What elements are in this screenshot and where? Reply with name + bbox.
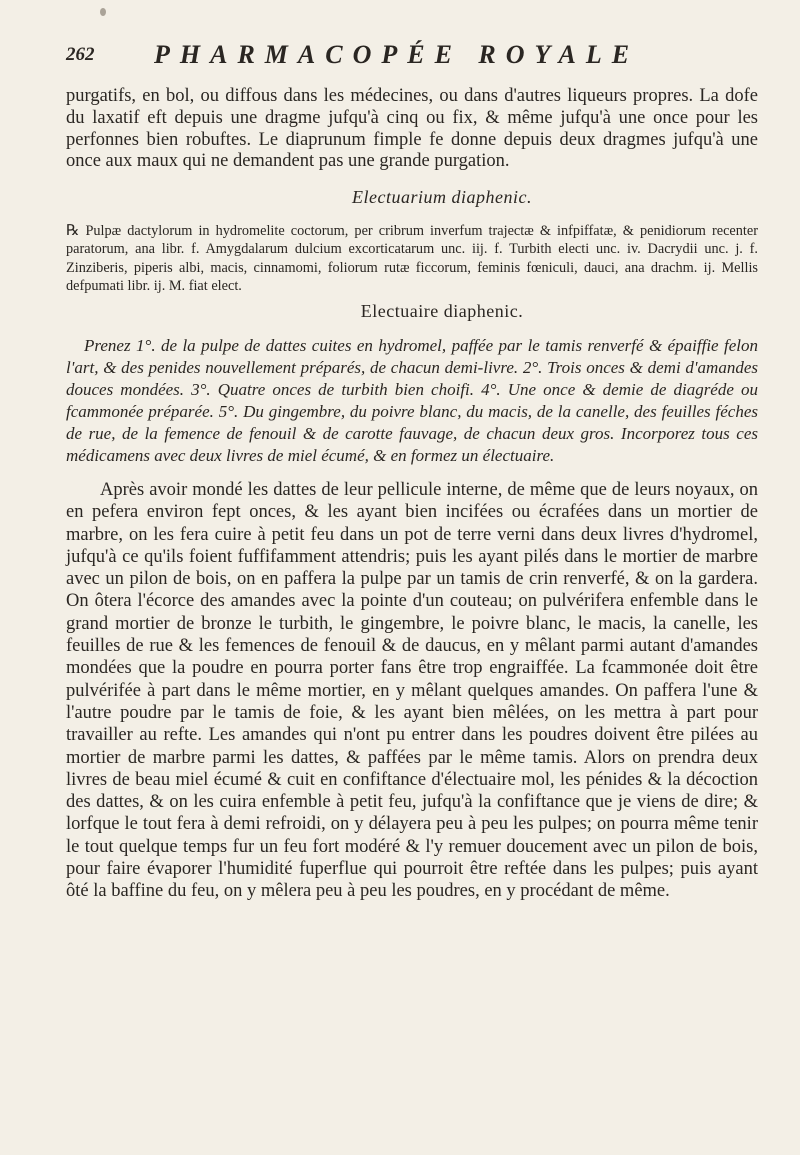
french-recipe-text: 1°. de la pulpe de dattes cuites en hydromel, paffée par le tamis renverfé & épaiffie felon l'art, & des penides nouvellement préparés, de chacun demi-livre. 2°. Trois onces & demi d'amandes douces mondées. 3°. Quatre onces de turbith bien choifi. 4°. Une once & demie de diagréde ou fcammonée préparée. 5°. Du gingembre, du poivre blanc, du macis, de la canelle, des feuilles féches de rue, de la femence de fenouil & de carotte fauvage, de chacun deux gros. Incorporez tous ces médicamens avec deux livres de miel écumé, & en formez un électuaire. — [66, 335, 759, 465]
latin-recipe — [66, 221, 758, 295]
intro-paragraph: purgatifs, en bol, ou diffous dans les médecines, ou dans d'autres liqueurs propres. La dofe du laxatif eft depuis une dragme jufqu'à cinq ou fix, & même jufqu'à une once pour les perfonnes bien robuftes. Le diaprunum fimple fe donne depuis deux dragmes jufqu'à une once aux maux qui ne demandent pas une grande purgation. — [66, 86, 758, 172]
page-header — [52, 40, 764, 74]
french-recipe — [66, 335, 758, 467]
french-recipe-lead: Prenez — [84, 335, 131, 355]
page-number: 262 — [66, 44, 95, 65]
ink-spot — [100, 8, 106, 16]
recipe-symbol-icon: ℞ — [66, 220, 80, 239]
page-body — [66, 86, 758, 903]
running-title: PHARMACOPÉE ROYALE — [154, 40, 640, 69]
latin-section-heading: Electuarium diaphenic. — [352, 187, 532, 208]
procedure-paragraph: Après avoir mondé les dattes de leur pellicule interne, de même que de leurs noyaux, on en pefera environ fept onces, & les ayant bien incifées ou écrafées dans un mortier de marbre, on les fera cuire à petit feu dans un pot de terre verni dans deux livres d'hydromel, jufqu'à ce qu'ils foient fuffifamment attendris; puis les ayant pilés dans le mortier de marbre avec un pilon de bois, on en paffera la pulpe par un tamis de crin renverfé, & on la gardera. On ôtera l'écorce des amandes avec la pointe d'un couteau; on pulvérifera enfemble dans le grand mortier de bronze le turbith, le gingembre, le poivre blanc, le macis, la canelle, les feuilles de rue & les femences de fenouil & de daucus, en y mêlant parmi autant d'amandes mondées que la poudre en pourra porter fans être trop engraiffée. La fcammonée doit être pulvérifée à part dans le même mortier, en y mêlant quelques amandes. On paffera l'une & l'autre poudre par le tamis de foie, & les ayant bien mêlées, on les mettra à part pour travailler au refte. Les amandes qui n'ont pu entrer dans les poudres doivent être pilées au mortier de marbre parmi les dattes, & paffées par le même tamis. Alors on prendra deux livres de beau miel écumé & cuit en confiftance d'électuaire mol, les pénides & la décoction des dattes, & on les cuira enfemble à petit feu, jufqu'à la confiftance que je viens de dire; & lorfque le tout fera à demi refroidi, on y délayera peu à peu les pulpes; on pourra même tenir le tout quelque temps fur un feu fort modéré & l'y remuer doucement avec un pilon de bois, pour faire évaporer l'humidité fuperflue qui pourroit être reftée dans les pulpes; puis ayant ôté la baffine du feu, on y mêlera peu à peu les poudres, en y procédant de même. — [66, 479, 758, 902]
latin-recipe-text: Pulpæ dactylorum in hydromelite coctorum, per cribrum inverfum trajectæ & infpiffatæ, & penidiorum recenter paratorum, ana libr. f. Amygdalarum dulcium excorticatarum unc. iij. f. Turbith electi unc. iv. Dacrydii unc. j. f. Zinziberis, piperis albi, macis, cinnamomi, foliorum rutæ ficcorum, feminis fœniculi, dauci, ana drachm. ij. Mellis defpumati libr. ij. M. fiat elect. — [66, 222, 758, 294]
french-section-heading: Electuaire diaphenic. — [360, 301, 524, 322]
